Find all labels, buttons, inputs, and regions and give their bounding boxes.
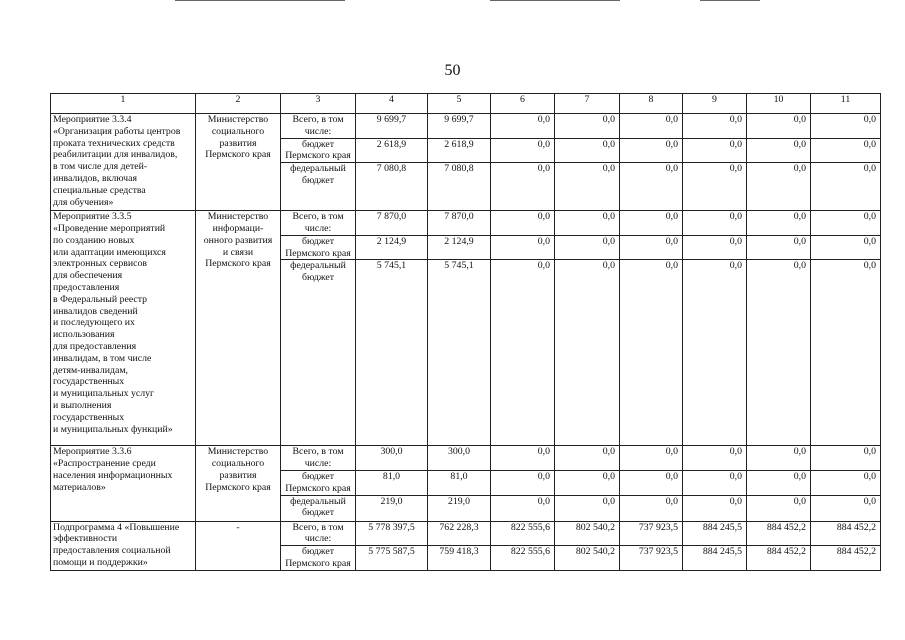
value-cell: 0,0: [747, 163, 811, 211]
column-header: 10: [747, 94, 811, 114]
value-cell: 884 452,2: [811, 521, 881, 546]
value-cell: 0,0: [555, 114, 620, 139]
value-cell: 0,0: [683, 114, 747, 139]
funding-source: Всего, в том числе:: [281, 114, 356, 139]
value-cell: 0,0: [555, 211, 620, 236]
value-cell: 300,0: [428, 446, 491, 471]
value-cell: 219,0: [356, 495, 428, 521]
table-row: [51, 211, 881, 236]
funding-source: бюджет Пермского края: [281, 138, 356, 163]
column-header: 9: [683, 94, 747, 114]
value-cell: 0,0: [491, 163, 555, 211]
value-cell: 2 618,9: [356, 138, 428, 163]
value-cell: 0,0: [811, 446, 881, 471]
activity-name: Мероприятие 3.3.6 «Распространение среди населения информационных материалов»: [51, 446, 196, 521]
value-cell: 0,0: [683, 260, 747, 446]
value-cell: 0,0: [620, 163, 683, 211]
value-cell: 300,0: [356, 446, 428, 471]
top-scan-line: [175, 0, 345, 1]
column-header: 1: [51, 94, 196, 114]
value-cell: 802 540,2: [555, 546, 620, 571]
value-cell: 0,0: [491, 470, 555, 495]
funding-source: Всего, в том числе:: [281, 521, 356, 546]
value-cell: 0,0: [811, 138, 881, 163]
value-cell: 0,0: [491, 211, 555, 236]
table-row: [51, 446, 881, 471]
value-cell: 0,0: [811, 235, 881, 260]
value-cell: 0,0: [683, 495, 747, 521]
table-row: [51, 114, 881, 139]
column-header: 4: [356, 94, 428, 114]
value-cell: 0,0: [811, 211, 881, 236]
activity-name: Мероприятие 3.3.4 «Организация работы центров проката технических средств реабилитации для инвалидов, в том числе для детей- инвалидов, включая специальные средства для обучения»: [51, 114, 196, 211]
value-cell: 0,0: [555, 138, 620, 163]
value-cell: 219,0: [428, 495, 491, 521]
column-header: 3: [281, 94, 356, 114]
funding-source: федеральный бюджет: [281, 163, 356, 211]
value-cell: 0,0: [683, 211, 747, 236]
value-cell: 0,0: [620, 470, 683, 495]
top-scan-line: [490, 0, 620, 1]
value-cell: 0,0: [491, 138, 555, 163]
value-cell: 0,0: [747, 260, 811, 446]
value-cell: 0,0: [555, 260, 620, 446]
value-cell: 0,0: [683, 446, 747, 471]
value-cell: 0,0: [683, 470, 747, 495]
value-cell: 7 080,8: [356, 163, 428, 211]
value-cell: 0,0: [620, 235, 683, 260]
value-cell: 0,0: [491, 495, 555, 521]
column-header: 6: [491, 94, 555, 114]
value-cell: 0,0: [683, 163, 747, 211]
value-cell: 0,0: [683, 138, 747, 163]
funding-source: бюджет Пермского края: [281, 235, 356, 260]
column-header: 8: [620, 94, 683, 114]
value-cell: 0,0: [555, 446, 620, 471]
activity-name: Мероприятие 3.3.5 «Проведение мероприятий по созданию новых или адаптации имеющихся электронных сервисов для обеспечения предоставления в Федеральный реестр инвалидов сведений и последующего их использования для предоставления инвалидам, в том числе детям-инвалидам, государственных и муниципальных услуг и выполнения государственных и муниципальных функций»: [51, 211, 196, 446]
value-cell: 802 540,2: [555, 521, 620, 546]
column-header: 5: [428, 94, 491, 114]
value-cell: 0,0: [747, 446, 811, 471]
value-cell: 0,0: [555, 235, 620, 260]
value-cell: 0,0: [491, 114, 555, 139]
value-cell: 759 418,3: [428, 546, 491, 571]
funding-source: федеральный бюджет: [281, 260, 356, 446]
funding-source: Всего, в том числе:: [281, 211, 356, 236]
funding-source: бюджет Пермского края: [281, 546, 356, 571]
value-cell: 81,0: [428, 470, 491, 495]
value-cell: 822 555,6: [491, 546, 555, 571]
budget-table: [50, 93, 881, 571]
header-row: [51, 94, 881, 114]
value-cell: 5 745,1: [428, 260, 491, 446]
value-cell: 0,0: [555, 163, 620, 211]
value-cell: 0,0: [747, 235, 811, 260]
funding-source: Всего, в том числе:: [281, 446, 356, 471]
value-cell: 884 245,5: [683, 521, 747, 546]
value-cell: 0,0: [683, 235, 747, 260]
value-cell: 0,0: [491, 446, 555, 471]
funding-source: бюджет Пермского края: [281, 470, 356, 495]
value-cell: 0,0: [491, 235, 555, 260]
value-cell: 0,0: [811, 163, 881, 211]
value-cell: 7 870,0: [356, 211, 428, 236]
value-cell: 0,0: [620, 114, 683, 139]
value-cell: 5 775 587,5: [356, 546, 428, 571]
value-cell: 81,0: [356, 470, 428, 495]
value-cell: 884 452,2: [747, 521, 811, 546]
value-cell: 762 228,3: [428, 521, 491, 546]
value-cell: 0,0: [620, 446, 683, 471]
column-header: 11: [811, 94, 881, 114]
value-cell: 0,0: [811, 260, 881, 446]
value-cell: 0,0: [811, 495, 881, 521]
value-cell: 0,0: [620, 495, 683, 521]
value-cell: 2 124,9: [428, 235, 491, 260]
value-cell: 0,0: [811, 114, 881, 139]
funding-source: федеральный бюджет: [281, 495, 356, 521]
executor-cell: Министерство информаци- онного развития и связи Пермского края: [196, 211, 281, 446]
column-header: 7: [555, 94, 620, 114]
executor-cell: -: [196, 521, 281, 570]
value-cell: 0,0: [747, 211, 811, 236]
value-cell: 0,0: [620, 260, 683, 446]
value-cell: 822 555,6: [491, 521, 555, 546]
value-cell: 737 923,5: [620, 546, 683, 571]
value-cell: 0,0: [747, 495, 811, 521]
table-row: [51, 521, 881, 546]
value-cell: 0,0: [747, 470, 811, 495]
value-cell: 0,0: [620, 211, 683, 236]
column-header: 2: [196, 94, 281, 114]
value-cell: 0,0: [747, 138, 811, 163]
top-scan-line: [700, 0, 760, 1]
value-cell: 0,0: [555, 470, 620, 495]
activity-name: Подпрограмма 4 «Повышение эффективности предоставления социальной помощи и поддержки»: [51, 521, 196, 570]
value-cell: 884 245,5: [683, 546, 747, 571]
value-cell: 737 923,5: [620, 521, 683, 546]
value-cell: 7 080,8: [428, 163, 491, 211]
value-cell: 0,0: [811, 470, 881, 495]
value-cell: 5 745,1: [356, 260, 428, 446]
value-cell: 9 699,7: [428, 114, 491, 139]
value-cell: 884 452,2: [811, 546, 881, 571]
value-cell: 0,0: [620, 138, 683, 163]
executor-cell: Министерство социального развития Пермского края: [196, 446, 281, 521]
value-cell: 0,0: [491, 260, 555, 446]
page-number: 50: [444, 62, 461, 79]
value-cell: 884 452,2: [747, 546, 811, 571]
executor-cell: Министерство социального развития Пермского края: [196, 114, 281, 211]
value-cell: 7 870,0: [428, 211, 491, 236]
value-cell: 9 699,7: [356, 114, 428, 139]
value-cell: 2 618,9: [428, 138, 491, 163]
value-cell: 5 778 397,5: [356, 521, 428, 546]
value-cell: 0,0: [555, 495, 620, 521]
value-cell: 0,0: [747, 114, 811, 139]
value-cell: 2 124,9: [356, 235, 428, 260]
